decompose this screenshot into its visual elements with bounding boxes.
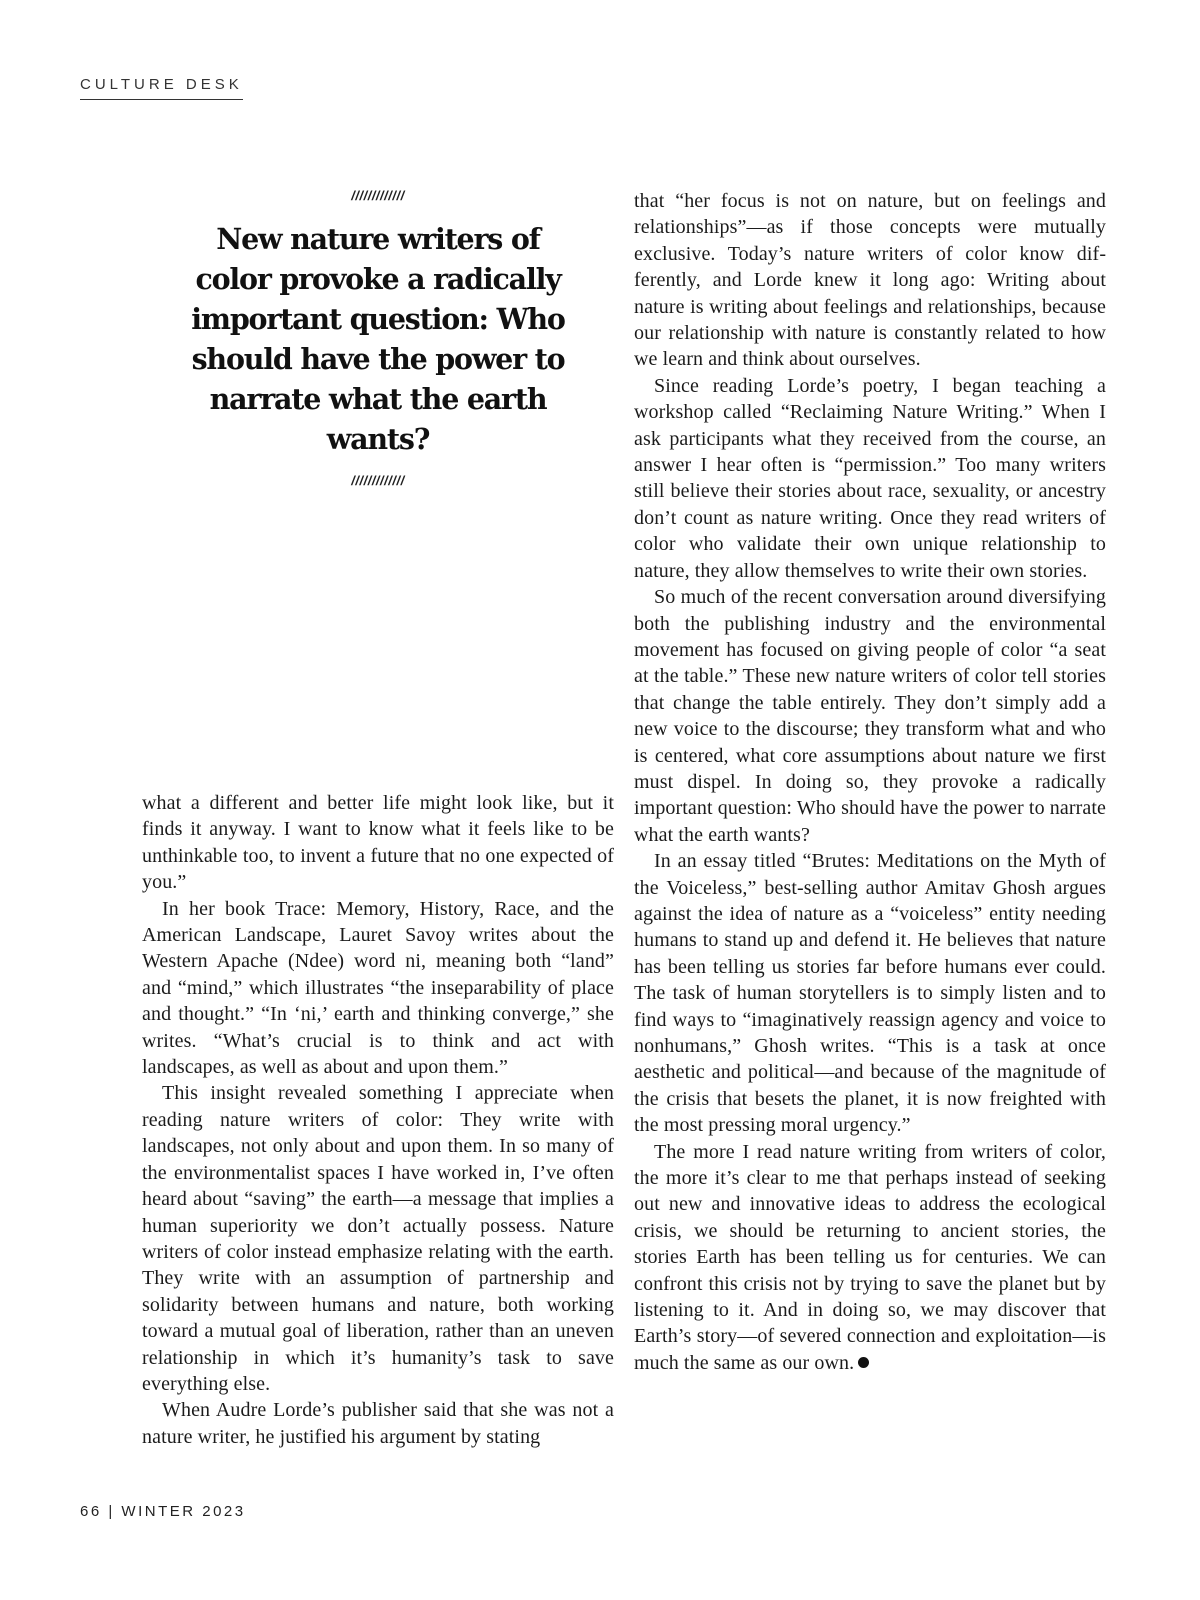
paragraph: So much of the recent conversation around diversifying both the publishing industry and the environmental movement has focused on giving people of color “a seat at the table.” These new nature writers of color tell stories that change the table entirely. They don’t simply add a new voice to the discourse; they transform what and who is centered, what core assumptions about nature we first must dispel. In doing so, they provoke a radically important question: Who should have the power to narrate what the earth wants? xyxy=(634,586,1106,846)
paragraph: This insight revealed something I appreciate when reading nature writers of color: They write with landscapes, not only about and upon them. In so many of the environmentalist spaces I have worked in, I’ve often heard about “saving” the earth—a message that implies a human superiority we don’t actually possess. Nature writers of color instead emphasize relating with the earth. They write with an assumption of partnership and solidarity between humans and nature, both working toward a mutual goal of liberation, rather than an uneven relationship in which it’s humanity’s task to save everything else. xyxy=(142,1082,614,1395)
pull-quote-bottom-divider: ///////////// xyxy=(351,473,405,488)
end-mark-icon xyxy=(858,1357,869,1368)
paragraph: In her book Trace: Memory, History, Race, and the American Landscape, Lauret Savoy writes about the Western Apache (Ndee) word ni, meaning both “land” and “mind,” which illustrates “the inseparability of place and thought.” “In ‘ni,’ earth and thinking converge,” she writes. “What’s crucial is to think and act with landscapes, as well as about and upon them.” xyxy=(142,897,614,1079)
paragraph: what a different and better life might look like, but it finds it anyway. I want to know what it feels like to be unthinkable too, to invent a future that no one expected of you.” xyxy=(142,792,614,894)
paragraph: In an essay titled “Brutes: Meditations on the Myth of the Voiceless,” best-selling author Amitav Ghosh argues against the idea of nature as a “voiceless” entity needing humans to stand up and defend it. He believes that nature has been telling us stories far before humans ever could. The task of human storytellers is to simply listen and to find ways to “imaginatively reassign agency and voice to nonhumans,” Ghosh writes. “This is a task at once aesthetic and political—and because of the magnitude of the crisis that besets the planet, it is now freighted with the most pressing moral urgency.” xyxy=(634,850,1106,1137)
paragraph: that “her focus is not on nature, but on feelings and relationships”—as if those concepts were mutually exclusive. Today’s nature writers of color know differently, and Lorde knew it long ago: Writing about nature is writing about feelings and relationships, because our relationship with nature is constantly related to how we learn and think about ourselves. xyxy=(634,190,1106,371)
article-column-left xyxy=(142,790,614,1450)
paragraph: Since reading Lorde’s poetry, I began teaching a workshop called “Reclaiming Nature Writing.” When I ask participants what they received from the course, an answer I hear often is “permission.” Too many writers still believe their stories about race, sexuality, or ancestry don’t count as nature writing. Once they read writers of color who validate their own unique relationship to nature, they allow themselves to write their own stories. xyxy=(634,374,1106,582)
paragraph xyxy=(634,1139,1106,1377)
pull-quote xyxy=(176,188,580,488)
page-folio: 66 | WINTER 2023 xyxy=(80,1503,246,1520)
pull-quote-text: New nature writers of color provoke a radically important question: Who should have the power to narrate what the earth wants? xyxy=(191,222,565,456)
article-column-right xyxy=(634,188,1106,1376)
pull-quote-top-divider: ///////////// xyxy=(351,188,405,203)
section-label: CULTURE DESK xyxy=(80,76,243,100)
paragraph: When Audre Lorde’s publisher said that she was not a nature writer, he justified his argument by stating xyxy=(142,1399,614,1448)
paragraph-text: The more I read nature writing from writers of color, the more it’s clear to me that perhaps instead of seeking out new and innovative ideas to address the ecological crisis, we should be returning to ancient stories, the stories Earth has been telling us for centuries. We can confront this crisis not by trying to save the planet but by listening to it. And in doing so, we may discover that Earth’s story—of severed connection and exploitation—is much the same as our own. xyxy=(634,1140,1106,1374)
